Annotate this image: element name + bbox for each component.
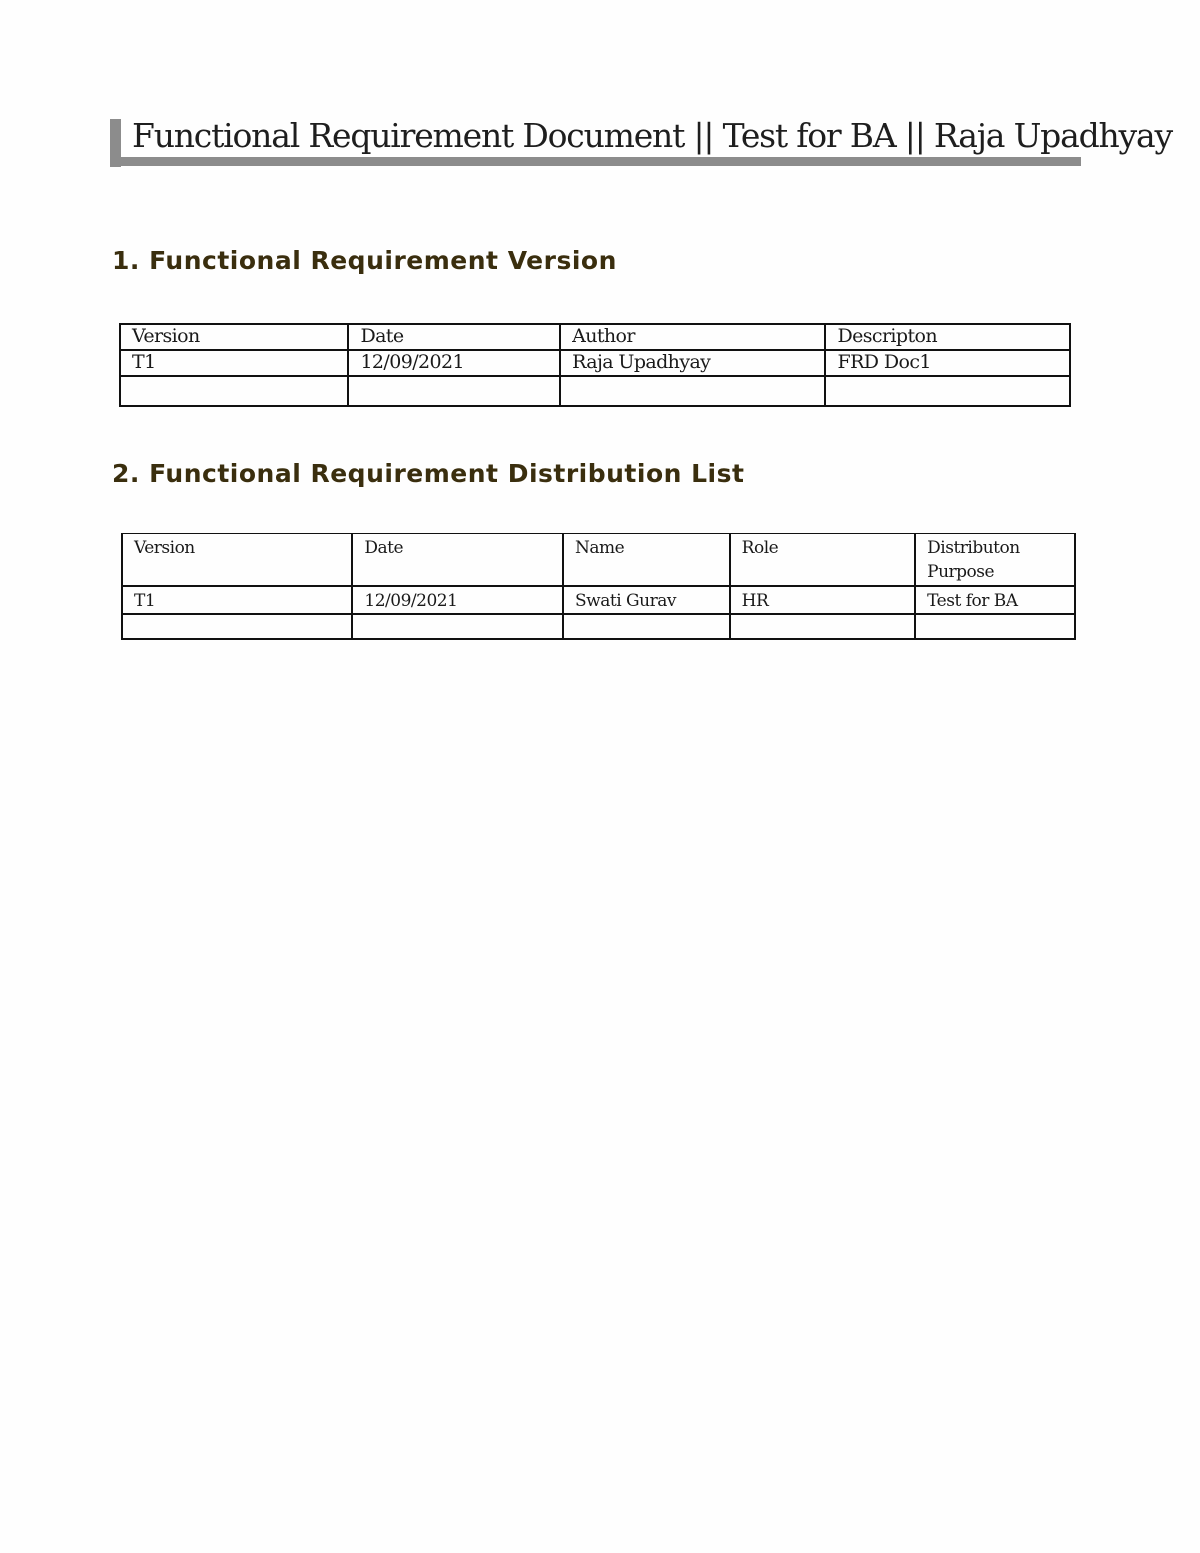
cell-version: T1 xyxy=(122,586,352,614)
cell-date xyxy=(352,614,563,639)
section-heading-distribution: 2. Functional Requirement Distribution List xyxy=(112,459,745,488)
cell-role xyxy=(730,614,916,639)
cell-date xyxy=(348,376,560,406)
cell-date: 12/09/2021 xyxy=(348,350,560,376)
cell-name: Swati Gurav xyxy=(563,586,730,614)
cell-description: FRD Doc1 xyxy=(825,350,1070,376)
title-underline-bar xyxy=(110,157,1081,166)
document-title-block xyxy=(110,116,1172,167)
cell-version xyxy=(120,376,348,406)
table-row-empty xyxy=(122,614,1075,639)
header-cell-date: Date xyxy=(352,534,563,586)
distribution-table xyxy=(121,533,1076,640)
cell-role: HR xyxy=(730,586,916,614)
cell-version xyxy=(122,614,352,639)
cell-name xyxy=(563,614,730,639)
header-cell-author: Author xyxy=(560,324,825,350)
table-row-empty xyxy=(120,376,1070,406)
cell-version: T1 xyxy=(120,350,348,376)
header-cell-role: Role xyxy=(730,534,916,586)
header-cell-name: Name xyxy=(563,534,730,586)
table-row xyxy=(120,350,1070,376)
header-cell-purpose: Distributon Purpose xyxy=(915,534,1075,586)
header-cell-description: Descripton xyxy=(825,324,1070,350)
version-table xyxy=(119,323,1071,407)
cell-author: Raja Upadhyay xyxy=(560,350,825,376)
section-heading-version: 1. Functional Requirement Version xyxy=(112,246,617,275)
table-row xyxy=(122,586,1075,614)
header-cell-version: Version xyxy=(120,324,348,350)
cell-purpose xyxy=(915,614,1075,639)
header-cell-date: Date xyxy=(348,324,560,350)
cell-description xyxy=(825,376,1070,406)
cell-purpose: Test for BA xyxy=(915,586,1075,614)
cell-author xyxy=(560,376,825,406)
document-title: Functional Requirement Document || Test for BA || Raja Upadhyay xyxy=(132,116,1172,155)
table-header-row xyxy=(122,534,1075,586)
header-cell-version: Version xyxy=(122,534,352,586)
cell-date: 12/09/2021 xyxy=(352,586,563,614)
table-header-row xyxy=(120,324,1070,350)
